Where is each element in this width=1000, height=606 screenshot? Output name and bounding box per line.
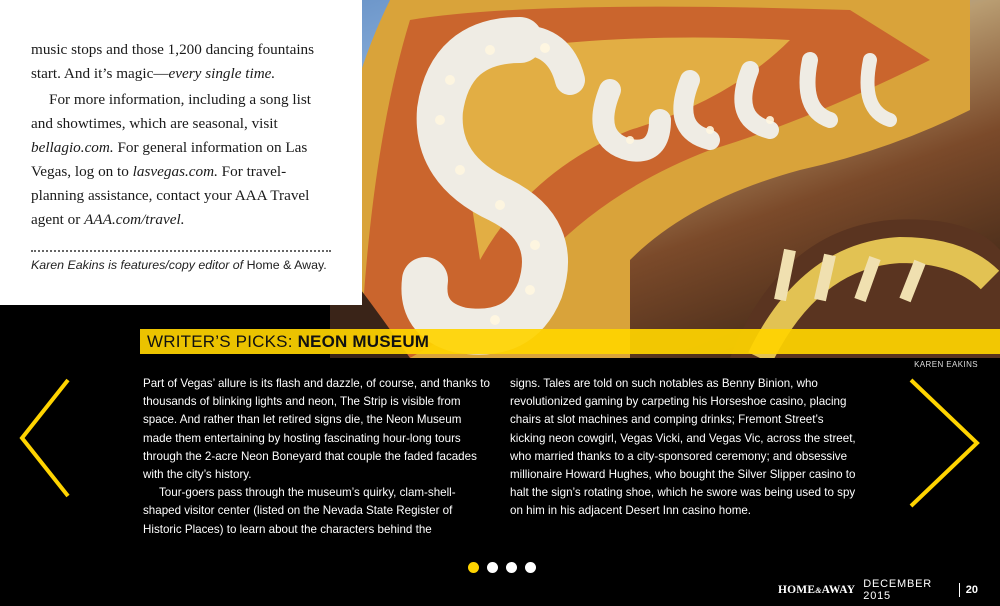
page-dot-3[interactable] xyxy=(506,562,517,573)
chevron-right-icon[interactable] xyxy=(907,378,981,508)
byline-text: Karen Eakins is features/copy editor of xyxy=(31,258,247,272)
writers-picks-heading xyxy=(147,331,429,352)
closing-paragraph-emphasis: every single time. xyxy=(168,65,276,82)
neon-sign-photo xyxy=(330,0,1000,358)
bellagio-link[interactable]: bellagio.com. xyxy=(31,139,114,156)
neon-sign-illustration xyxy=(330,0,1000,358)
page-footer xyxy=(778,578,978,602)
article-column-left xyxy=(143,375,493,539)
info-text-3: For travel-planning assistance, contact your AAA Travel agent or xyxy=(31,163,310,228)
logo-amp: & xyxy=(815,586,822,595)
page-dot-2[interactable] xyxy=(487,562,498,573)
info-text-2: For general information on Las Vegas, log on to xyxy=(31,139,308,180)
author-byline xyxy=(31,258,351,272)
page-indicator xyxy=(468,562,536,573)
lasvegas-link[interactable]: lasvegas.com. xyxy=(132,163,218,180)
writers-picks-title: NEON MUSEUM xyxy=(297,332,430,351)
magazine-logo xyxy=(778,584,855,596)
byline-publication: Home & Away. xyxy=(246,258,327,272)
article-column-right xyxy=(510,375,860,521)
photo-credit: KAREN EAKINS xyxy=(914,360,978,369)
dotted-divider xyxy=(31,250,331,252)
writers-picks-label: WRITER’S PICKS: xyxy=(147,332,298,351)
article-paragraph-2: Tour-goers pass through the museum’s quirky, clam-shell-shaped visitor center (listed on the Nevada State Register of Historic Places) to learn about the characters behind the xyxy=(143,486,456,536)
page-number: 20 xyxy=(965,584,978,596)
closing-paragraph-text: music stops and those 1,200 dancing fountains start. And it’s magic— xyxy=(31,41,315,82)
logo-away: AWAY xyxy=(821,584,856,596)
footer-divider xyxy=(959,583,960,597)
article-paragraph-3: signs. Tales are told on such notables as Benny Binion, who revolutionized gaming by carpeting his Horseshoe casino, placing chairs at slot machines and comping drinks; Fremont Street’s kicking neon cowgirl, Vegas Vicki, and Vegas Vic, across the street, who married thanks to a city-sponsored ceremony; and obsessive millionaire Howard Hughes, who bought the Silver Slipper casino to halt the sign’s rotating shoe, which he swore was being used to spy on him in his adjacent Desert Inn casino home. xyxy=(510,377,856,518)
page-dot-4[interactable] xyxy=(525,562,536,573)
logo-home: HOME xyxy=(778,584,816,596)
aaa-travel-link[interactable]: AAA.com/travel. xyxy=(84,211,185,228)
article-continuation-panel xyxy=(0,0,362,305)
chevron-left-icon[interactable] xyxy=(18,378,72,498)
page-dot-1[interactable] xyxy=(468,562,479,573)
article-paragraph-1: Part of Vegas’ allure is its flash and dazzle, of course, and thanks to thousands of blinking lights and neon, The Strip is visible from space. And rather than let retired signs die, the Neon Museum made them entertaining by hosting fascinating hour-long tours through the 2-acre Neon Boneyard that couple the faded facades with the city’s history. xyxy=(143,377,490,482)
issue-date: DECEMBER 2015 xyxy=(863,578,933,602)
info-text-1: For more information, including a song list and showtimes, which are seasonal, visit xyxy=(31,91,311,132)
closing-paragraph xyxy=(31,38,331,86)
info-paragraph xyxy=(31,88,331,232)
